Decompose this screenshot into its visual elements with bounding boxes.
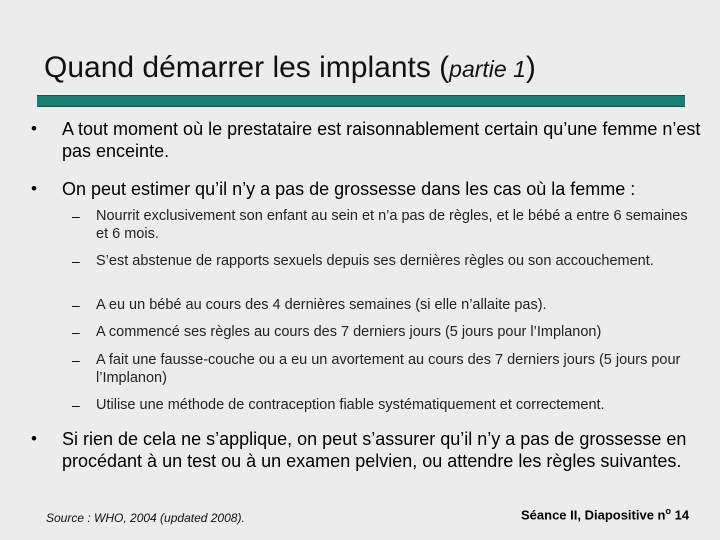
slide-number-superscript: o (665, 506, 671, 516)
slide-number (521, 506, 689, 522)
bullet-text: A tout moment où le prestataire est raisonnablement certain qu’une femme n’est pas enceinte. (62, 119, 701, 161)
sub-item-text: S’est abstenue de rapports sexuels depuis ses dernières règles ou son accouchement. (96, 253, 654, 269)
dash-mark: – (72, 397, 80, 413)
sub-item-text: A commencé ses règles au cours des 7 derniers jours (5 jours pour l’Implanon) (96, 324, 602, 340)
title-emphasis: partie 1 (449, 56, 526, 82)
dash-mark: – (72, 253, 80, 269)
bullet-mark: • (31, 429, 37, 448)
slide-title (44, 48, 536, 89)
dash-mark: – (72, 297, 80, 313)
title-underline-bar (37, 95, 685, 107)
bullet-mark: • (31, 119, 37, 138)
sub-item-text: Utilise une méthode de contraception fiable systématiquement et correctement. (96, 397, 605, 413)
source-citation: Source : WHO, 2004 (updated 2008). (46, 511, 245, 525)
sub-item-text: Nourrit exclusivement son enfant au sein et n’a pas de règles, et le bébé a entre 6 semaines et 6 mois. (96, 208, 688, 242)
bullet-text: On peut estimer qu’il n’y a pas de grossesse dans les cas où la femme : (62, 179, 636, 199)
sub-item-text: A fait une fausse-couche ou a eu un avortement au cours des 7 derniers jours (5 jours pour l’Implanon) (96, 352, 681, 386)
bullet-mark: • (31, 179, 37, 198)
slide-number-prefix: Séance II, Diapositive n (521, 507, 666, 523)
title-close: ) (525, 51, 536, 84)
dash-mark: – (72, 324, 80, 340)
slide-number-value: 14 (674, 507, 690, 523)
sub-item-text: A eu un bébé au cours des 4 dernières semaines (si elle n’allaite pas). (96, 297, 547, 313)
dash-mark: – (72, 208, 80, 224)
dash-mark: – (72, 352, 80, 368)
title-main: Quand démarrer les implants ( (44, 51, 450, 84)
bullet-text: Si rien de cela ne s’applique, on peut s’assurer qu’il n’y a pas de grossesse en procédant à un test ou à un examen pelvien, ou attendre les règles suivantes. (62, 429, 687, 471)
